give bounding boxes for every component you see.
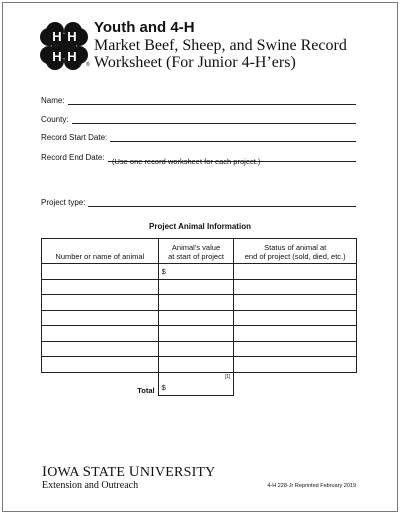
name-field[interactable]: [41, 91, 356, 105]
four-h-clover-icon: [38, 20, 90, 72]
cell-animal-name[interactable]: [42, 295, 159, 311]
animal-info-table: [41, 238, 357, 396]
county-line[interactable]: [72, 115, 356, 124]
publication-info: 4-H 228-Jr Reprinted February 2019: [267, 483, 356, 489]
cell-animal-value[interactable]: [158, 326, 234, 342]
project-type-line[interactable]: [88, 198, 356, 207]
page-subtitle: Market Beef, Sheep, and Swine Record Worksheet (For Junior 4-H’ers): [94, 37, 347, 71]
university-wordmark: IOWA STATE UNIVERSITY: [42, 464, 216, 480]
total-label: Total: [137, 386, 155, 395]
cell-animal-status[interactable]: [234, 279, 357, 295]
svg-text:H: H: [52, 49, 62, 64]
total-dollar-sign: $: [161, 382, 166, 392]
cell-animal-name[interactable]: [42, 341, 159, 357]
name-line[interactable]: [68, 96, 356, 105]
cell-animal-status[interactable]: [234, 310, 357, 326]
svg-text:H: H: [67, 29, 77, 44]
cell-animal-value[interactable]: [158, 264, 234, 280]
cell-animal-status[interactable]: [234, 264, 357, 280]
worksheet-note: (Use one record worksheet for each project.): [112, 157, 261, 166]
table-row: [42, 264, 357, 280]
col-header-animal-status-line2: end of project (sold, died, etc.): [244, 252, 346, 261]
table-header-row: [42, 239, 357, 264]
record-end-date-label: Record End Date:: [41, 153, 105, 162]
cell-animal-value[interactable]: [158, 279, 234, 295]
total-row: [42, 372, 357, 395]
extension-outreach-label: Extension and Outreach: [42, 480, 139, 491]
col-header-animal-status: [234, 239, 357, 264]
cell-animal-value[interactable]: [158, 310, 234, 326]
table-row: [42, 326, 357, 342]
cell-animal-name[interactable]: [42, 279, 159, 295]
trademark: ®: [86, 62, 90, 68]
col-header-animal-value-line2: at start of project: [168, 252, 224, 261]
dollar-sign: $: [161, 267, 166, 276]
project-type-label: Project type:: [41, 198, 86, 207]
footnote-marker: [1]: [224, 373, 231, 380]
col-header-animal-status-line1: Status of animal at: [264, 243, 327, 252]
svg-text:H: H: [67, 49, 77, 64]
total-blank-cell: [234, 372, 357, 395]
col-header-animal-value-line1: Animal’s value: [171, 243, 221, 252]
cell-animal-status[interactable]: [234, 341, 357, 357]
cell-animal-status[interactable]: [234, 357, 357, 373]
cell-animal-status[interactable]: [234, 326, 357, 342]
col-header-animal-value: [158, 239, 234, 264]
table-row: [42, 279, 357, 295]
table-row: [42, 310, 357, 326]
cell-animal-status[interactable]: [234, 295, 357, 311]
table-row: [42, 341, 357, 357]
project-type-field[interactable]: [41, 193, 356, 207]
total-value-cell[interactable]: [158, 372, 234, 395]
cell-animal-name[interactable]: [42, 357, 159, 373]
table-row: [42, 295, 357, 311]
name-label: Name:: [41, 96, 65, 105]
cell-animal-value[interactable]: [158, 341, 234, 357]
cell-animal-name[interactable]: [42, 264, 159, 280]
record-start-date-field[interactable]: [41, 128, 356, 142]
table-heading: Project Animal Information: [149, 222, 251, 231]
cell-animal-name[interactable]: [42, 326, 159, 342]
record-start-date-label: Record Start Date:: [41, 133, 108, 142]
svg-text:H: H: [52, 29, 62, 44]
cell-animal-value[interactable]: [158, 295, 234, 311]
county-label: County:: [41, 115, 69, 124]
county-field[interactable]: [41, 110, 356, 124]
record-start-date-line[interactable]: [110, 133, 356, 142]
page-title: Youth and 4-H: [94, 19, 195, 36]
table-row: [42, 357, 357, 373]
cell-animal-name[interactable]: [42, 310, 159, 326]
cell-animal-value[interactable]: [158, 357, 234, 373]
col-header-animal-name: Number or name of animal: [42, 239, 159, 264]
